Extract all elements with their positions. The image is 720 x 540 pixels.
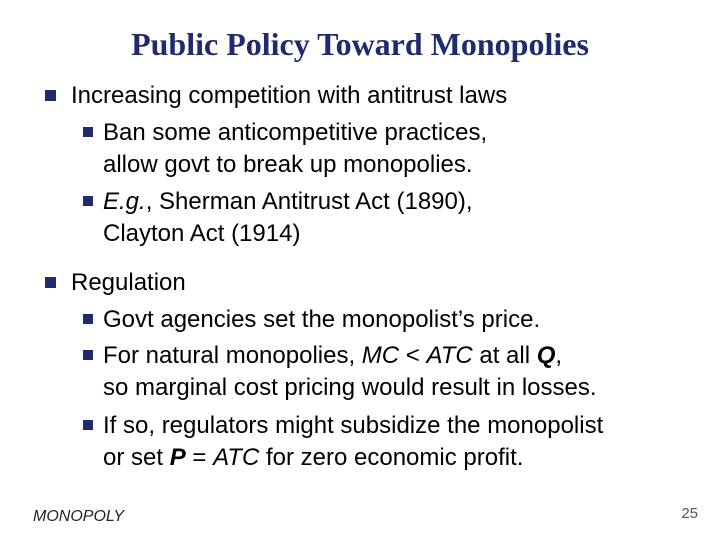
bullet-label: Regulation [71,269,186,296]
slide-content: Increasing competition with antitrust laws Ban some anticompetitive practices, allow govt to break up monopolies. E.g., Sherman Antitrust Act (1890), Clayton Act (1914) Regulation Govt agencies set the monopolist’s price. For natural monopolies, MC < ATC at all Q, so marginal cost pricing would result in losses. If so, regulators might subsidize the monopolist or set P = ATC for zero economic profit. [0,0,720,540]
bullet-label: Increasing competition with antitrust laws [71,82,508,109]
page-number: 25 [681,505,698,522]
slide-title: Public Policy Toward Monopolies [131,26,589,62]
sub-bullet-text: If so, regulators might subsidize the monopolist [103,412,604,439]
q-term: Q [536,342,556,369]
square-bullet-icon [45,277,56,288]
eg-abbrev: E.g. [103,188,146,215]
mc-term: MC [361,342,400,369]
atc-term: ATC [213,444,260,471]
square-bullet-icon [83,420,93,430]
square-bullet-icon [45,90,56,101]
square-bullet-icon [83,350,93,360]
sub-bullet-text: Govt agencies set the monopolist’s price. [103,306,541,333]
square-bullet-icon [83,314,93,324]
p-term: P [169,444,186,471]
square-bullet-icon [83,196,93,206]
square-bullet-icon [83,127,93,137]
sub-bullet-text: Ban some anticompetitive practices, [103,119,488,146]
footer-label: MONOPOLY [33,508,124,525]
atc-term: ATC [426,342,473,369]
